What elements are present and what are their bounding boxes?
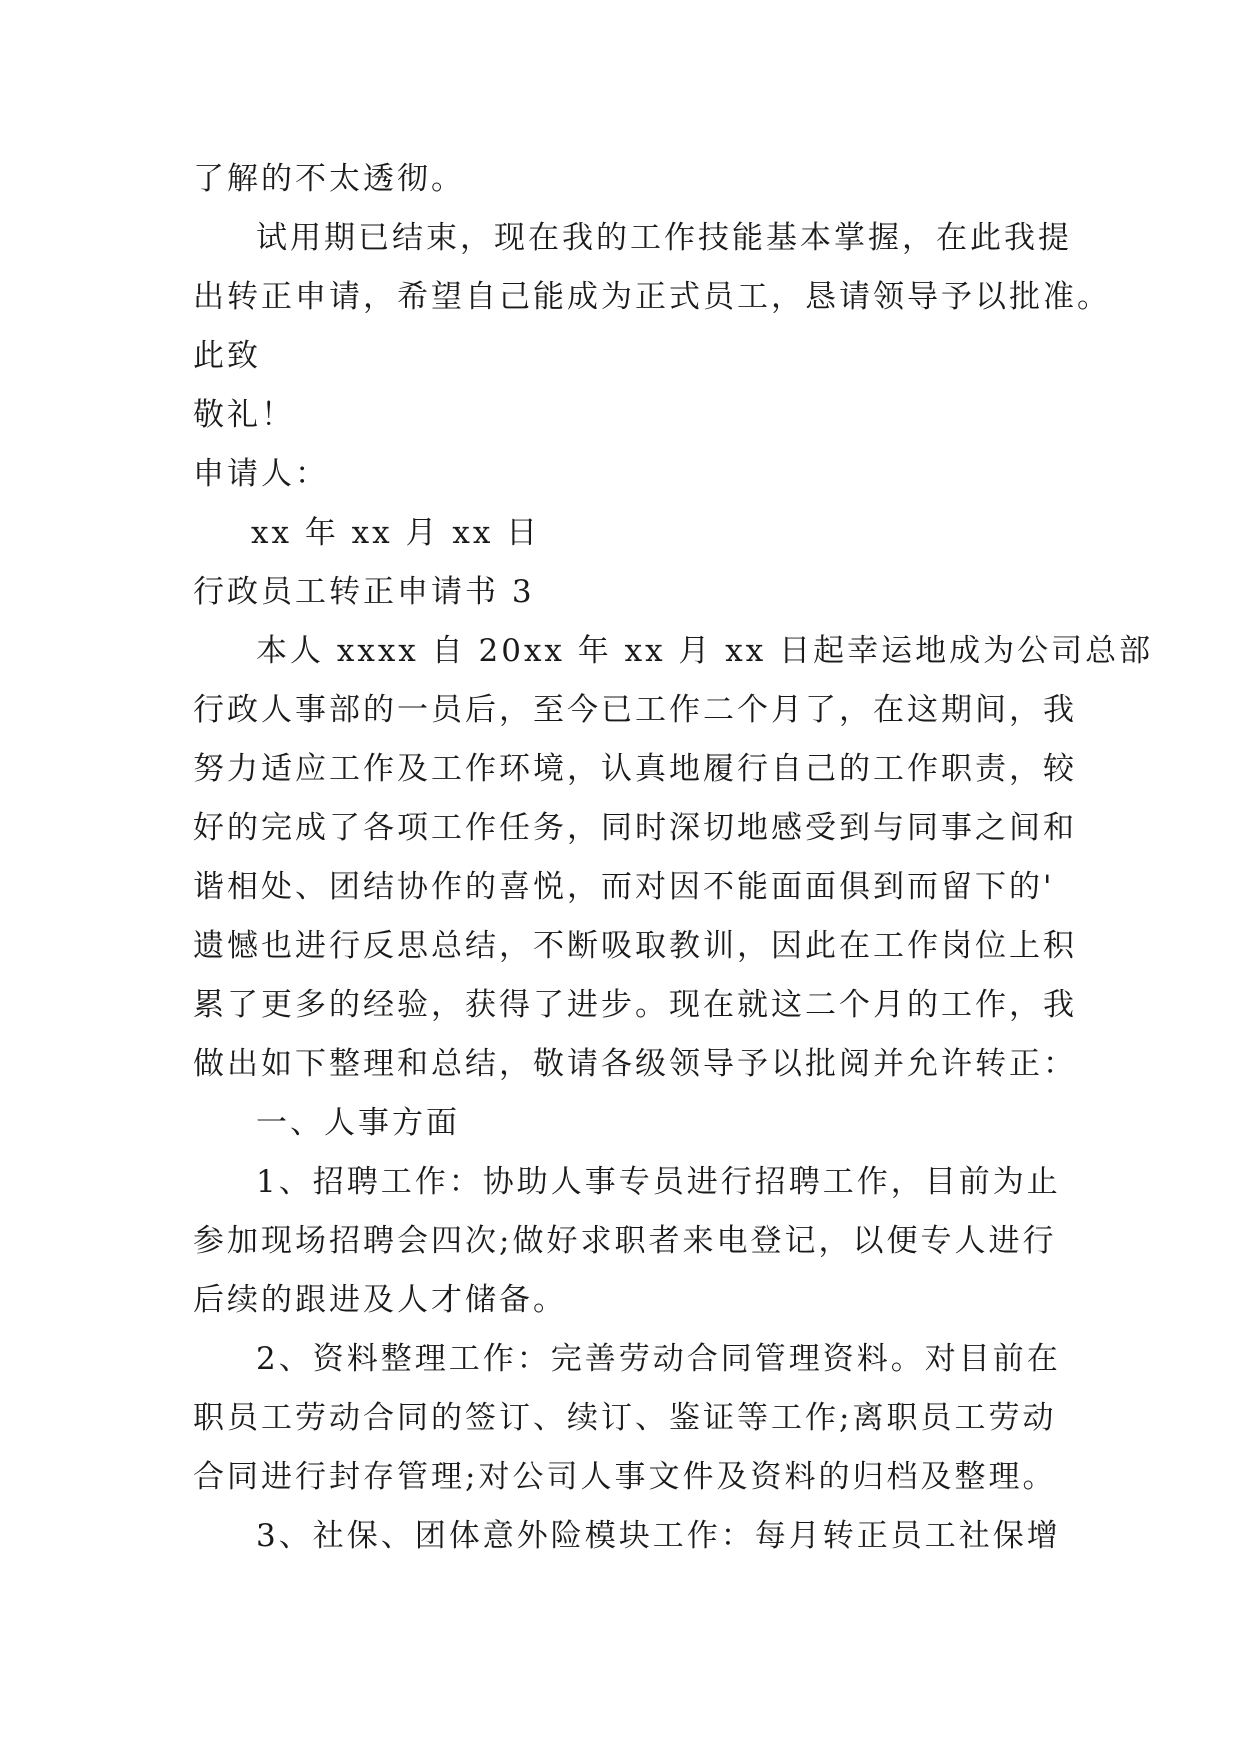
- subsection-heading: 一、人事方面: [256, 1105, 460, 1141]
- closing-regards: 敬礼！: [193, 397, 295, 433]
- paragraph-line: 本人 xxxx 自 20xx 年 xx 月 xx 日起幸运地成为公司总部: [256, 633, 1154, 669]
- paragraph-line: 好的完成了各项工作任务，同时深切地感受到与同事之间和: [193, 810, 1077, 846]
- applicant-label: 申请人：: [193, 456, 329, 492]
- paragraph-line: 职员工劳动合同的签订、续订、鉴证等工作;离职员工劳动: [193, 1400, 1057, 1436]
- paragraph-line: 行政人事部的一员后，至今已工作二个月了，在这期间，我: [193, 692, 1077, 728]
- paragraph-line: 努力适应工作及工作环境，认真地履行自己的工作职责，较: [193, 751, 1077, 787]
- paragraph-line: 做出如下整理和总结，敬请各级领导予以批阅并允许转正：: [193, 1046, 1077, 1082]
- paragraph-line: 合同进行封存管理;对公司人事文件及资料的归档及整理。: [193, 1459, 1057, 1495]
- paragraph-line: 出转正申请，希望自己能成为正式员工，恳请领导予以批准。: [193, 279, 1111, 315]
- paragraph-line: 谐相处、团结协作的喜悦，而对因不能面面俱到而留下的': [193, 869, 1055, 905]
- paragraph-line: 参加现场招聘会四次;做好求职者来电登记，以便专人进行: [193, 1223, 1057, 1259]
- signature-date: xx 年 xx 月 xx 日: [251, 515, 541, 551]
- paragraph-line: 了解的不太透彻。: [193, 161, 465, 197]
- section-title: 行政员工转正申请书 3: [193, 574, 535, 610]
- paragraph-line: 后续的跟进及人才储备。: [193, 1282, 567, 1318]
- document-page: [193, 158, 1154, 1574]
- paragraph-line: 试用期已结束，现在我的工作技能基本掌握，在此我提: [256, 220, 1072, 256]
- paragraph-line: 遗憾也进行反思总结，不断吸取教训，因此在工作岗位上积: [193, 928, 1077, 964]
- paragraph-line: 1、招聘工作：协助人事专员进行招聘工作，目前为止: [256, 1164, 1061, 1200]
- paragraph-line: 3、社保、团体意外险模块工作：每月转正员工社保增: [256, 1518, 1061, 1554]
- paragraph-line: 累了更多的经验，获得了进步。现在就这二个月的工作，我: [193, 987, 1077, 1023]
- closing-salutation: 此致: [193, 338, 261, 374]
- paragraph-line: 2、资料整理工作：完善劳动合同管理资料。对目前在: [256, 1341, 1061, 1377]
